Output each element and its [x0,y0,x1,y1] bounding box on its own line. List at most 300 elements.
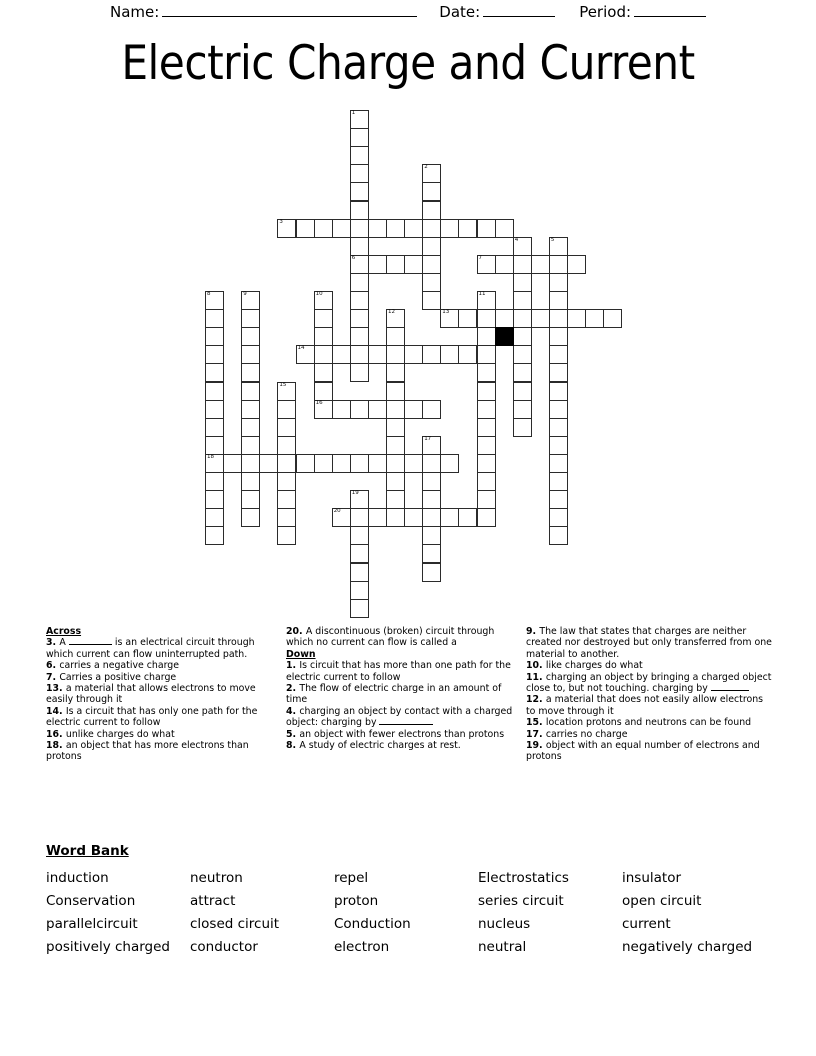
crossword-cell[interactable] [241,454,260,473]
crossword-cell[interactable] [513,237,532,256]
clue-number: 3. [46,637,60,649]
crossword-cell[interactable] [422,436,441,455]
clue-number: 16. [46,728,66,740]
crossword-cell[interactable] [495,219,514,238]
crossword-cell-number: 17 [424,435,432,442]
clue-text: Is circuit that has more than one path for the electric current to follow [286,660,511,683]
crossword-cell[interactable] [205,382,224,401]
crossword-cell-number: 12 [388,309,395,316]
crossword-cell[interactable] [513,363,532,382]
clue-item [46,683,281,706]
crossword-cell[interactable] [549,237,568,256]
crossword-cell[interactable] [205,490,224,509]
crossword-cell[interactable] [277,472,296,491]
word-bank-word[interactable]: Electrostatics [478,870,569,886]
crossword-cell[interactable] [241,490,260,509]
crossword-cell-number: 13 [442,309,450,316]
crossword-cell[interactable] [332,454,351,473]
crossword-cell[interactable] [241,472,260,491]
word-bank-word[interactable]: parallelcircuit [46,916,138,932]
crossword-cell[interactable] [277,400,296,419]
crossword-cell[interactable] [549,382,568,401]
crossword-cell[interactable] [404,400,423,419]
clue-number: 19. [526,740,546,752]
crossword-cell[interactable] [314,363,333,382]
crossword-cell[interactable] [350,490,369,509]
crossword-cell[interactable] [350,164,369,183]
crossword-cell-number: 16 [315,399,323,406]
crossword-cell[interactable] [477,345,496,364]
clue-number: 8. [286,740,300,752]
crossword-cell[interactable] [205,454,224,473]
crossword-cell[interactable] [350,182,369,201]
clue-text: carries a negative charge [59,660,179,672]
crossword-cell[interactable] [477,472,496,491]
clue-number: 10. [526,660,546,672]
crossword-cell[interactable] [350,291,369,310]
crossword-cell[interactable] [241,382,260,401]
word-bank-word[interactable]: neutron [190,870,243,886]
crossword-cell[interactable] [422,164,441,183]
crossword-cell[interactable] [205,400,224,419]
clue-text: a material that does not easily allow electrons to move through it [526,694,764,717]
name-label: Name: [109,3,160,21]
crossword-cell[interactable] [477,454,496,473]
crossword-cell-number: 2 [424,164,428,171]
crossword-cell[interactable] [350,508,369,527]
crossword-cell[interactable] [350,219,369,238]
crossword-block-cell [495,327,514,346]
clue-text: A [59,637,69,649]
crossword-cell[interactable] [277,508,296,527]
crossword-cell[interactable] [277,418,296,437]
clue-item [526,729,772,740]
clue-text: is an electrical circuit through which current can flow uninterrupted path. [46,637,255,660]
crossword-cell[interactable] [549,436,568,455]
word-bank-title: Word Bank [46,843,129,859]
word-bank-word[interactable]: repel [334,870,369,886]
word-bank-word[interactable]: neutral [478,939,527,955]
crossword-cell[interactable] [513,418,532,437]
clue-item [46,740,281,763]
crossword-cell[interactable] [513,291,532,310]
crossword-cell-number: 6 [351,254,356,261]
clue-item [46,729,281,740]
crossword-cell[interactable] [549,490,568,509]
crossword-cell[interactable] [350,128,369,147]
crossword-cell[interactable] [350,400,369,419]
crossword-cell[interactable] [567,255,586,274]
clue-number: 18. [46,740,66,752]
crossword-cell[interactable] [314,382,333,401]
crossword-cell[interactable] [386,508,405,527]
crossword-cell[interactable] [422,201,441,220]
crossword-cell[interactable] [314,345,333,364]
word-bank-word[interactable]: Conduction [334,916,411,932]
clue-text: an object with fewer electrons than protons [299,728,505,740]
crossword-cell[interactable] [440,345,459,364]
crossword-cell[interactable] [404,454,423,473]
crossword-cell-number: 11 [478,291,486,297]
word-bank-word[interactable]: proton [334,893,379,909]
crossword-cell[interactable] [513,255,532,274]
word-bank-word[interactable]: electron [334,939,390,955]
crossword-cell[interactable] [277,219,296,238]
crossword-cell[interactable] [241,418,260,437]
clue-item [526,660,772,671]
word-bank-rows [46,867,776,959]
crossword-cell[interactable] [277,454,296,473]
clue-item [526,717,772,728]
crossword-cell[interactable] [422,454,441,473]
clue-text: The law that states that charges are neither created nor destroyed but only transferred from one material to another. [526,626,772,660]
crossword-cell[interactable] [458,345,477,364]
clue-item [286,626,521,649]
word-bank-word[interactable]: induction [46,870,109,886]
crossword-cell[interactable] [241,436,260,455]
crossword-cell[interactable] [549,526,568,545]
clue-item [526,672,772,695]
crossword-cell[interactable] [549,273,568,292]
crossword-cell[interactable] [386,255,405,274]
crossword-cell[interactable] [458,508,477,527]
clue-item [46,672,281,683]
crossword-cell[interactable] [404,255,423,274]
clue-item [526,740,772,763]
crossword-cell[interactable] [440,454,459,473]
crossword-cell[interactable] [422,345,441,364]
crossword-cell[interactable] [386,327,405,346]
word-bank-word[interactable]: attract [190,893,236,909]
clue-number: 1. [286,660,300,672]
crossword-cell[interactable] [205,345,224,364]
crossword-cell[interactable] [477,327,496,346]
period-label: Period: [579,3,632,21]
crossword-cell[interactable] [386,436,405,455]
clue-item [286,683,521,706]
crossword-cell-number: 5 [550,236,555,243]
crossword-cell[interactable] [404,508,423,527]
word-bank-word[interactable]: insulator [622,870,682,886]
crossword-cell[interactable] [350,201,369,220]
clue-item [46,637,281,660]
crossword-cell[interactable] [477,382,496,401]
crossword-cell[interactable] [422,490,441,509]
crossword-cell[interactable] [368,255,387,274]
crossword-cell[interactable] [549,255,568,274]
crossword-cell[interactable] [205,472,224,491]
crossword-cell[interactable] [241,363,260,382]
clue-number: 4. [286,705,300,717]
clue-text: The flow of electric charge in an amount of time [286,683,502,706]
crossword-cell[interactable] [259,454,278,473]
crossword-cell[interactable] [531,255,550,274]
clue-item [286,660,521,683]
clue-number: 17. [526,728,546,740]
crossword-cell[interactable] [350,454,369,473]
crossword-cell[interactable] [422,273,441,292]
crossword-cell[interactable] [477,508,496,527]
crossword-cell-number: 8 [207,291,211,297]
crossword-cell[interactable] [603,309,622,328]
crossword-cell[interactable] [332,219,351,238]
crossword-cell[interactable] [513,345,532,364]
clue-number: 13. [46,683,66,695]
clue-text: object with an equal number of electrons and protons [526,740,760,763]
crossword-cell[interactable] [422,291,441,310]
word-bank-row [46,867,776,890]
clue-number: 14. [46,705,66,717]
clue-item [46,660,281,671]
clue-answer-blank[interactable] [711,690,749,691]
crossword-cell-number: 18 [207,453,214,460]
clue-item [526,694,772,717]
crossword-cell[interactable] [458,219,477,238]
crossword-cell[interactable] [205,291,224,310]
crossword-cell[interactable] [531,309,550,328]
crossword-cell[interactable] [368,454,387,473]
crossword-cell[interactable] [477,309,496,328]
clue-text: carries no charge [545,728,628,740]
crossword-cell[interactable] [223,454,242,473]
crossword-cell[interactable] [422,472,441,491]
clue-item [526,626,772,660]
crossword-cell[interactable] [440,219,459,238]
crossword-cell[interactable] [386,472,405,491]
clue-number: 15. [526,717,546,729]
crossword-cell[interactable] [314,400,333,419]
crossword-cell[interactable] [277,382,296,401]
crossword-cell[interactable] [368,219,387,238]
crossword-cell[interactable] [277,490,296,509]
crossword-cell-number: 4 [514,236,519,243]
word-bank-word[interactable]: series circuit [478,893,564,909]
crossword-cell[interactable] [513,273,532,292]
crossword-cell[interactable] [277,526,296,545]
crossword-cell[interactable] [350,345,369,364]
crossword-cell[interactable] [513,309,532,328]
crossword-cell[interactable] [205,309,224,328]
crossword-cell[interactable] [477,255,496,274]
word-bank-word[interactable]: closed circuit [190,916,280,932]
down-heading: Down [286,648,316,660]
clue-text: charging an object by contact with a charged object: charging by [286,705,513,729]
crossword-cell[interactable] [549,291,568,310]
word-bank-row [46,936,776,959]
clue-number: 2. [286,683,300,695]
clue-text: charging an object by bringing a charged object close to, but not touching. charging by [526,671,772,695]
crossword-cell[interactable] [205,508,224,527]
crossword-cell[interactable] [296,345,315,364]
crossword-cell[interactable] [350,327,369,346]
crossword-cell[interactable] [386,400,405,419]
crossword-cell[interactable] [440,309,459,328]
crossword-cell[interactable] [314,291,333,310]
crossword-cell[interactable] [422,255,441,274]
crossword-cell[interactable] [205,327,224,346]
crossword-cell[interactable] [422,544,441,563]
crossword-cell-number: 10 [315,291,323,297]
crossword-cell[interactable] [422,182,441,201]
crossword-cell[interactable] [458,309,477,328]
clue-text: a material that allows electrons to move easily through it [46,683,256,706]
crossword-cell[interactable] [332,400,351,419]
word-bank-word[interactable]: Conservation [46,893,136,909]
crossword-cell[interactable] [477,436,496,455]
crossword-cell[interactable] [350,363,369,382]
clue-number: 5. [286,728,300,740]
crossword-cell[interactable] [495,309,514,328]
crossword-cell[interactable] [314,309,333,328]
word-bank-row [46,890,776,913]
crossword-cell[interactable] [513,327,532,346]
crossword-cell[interactable] [241,400,260,419]
word-bank-word[interactable]: open circuit [622,893,702,909]
crossword-cell-number: 14 [297,345,305,352]
crossword-cell[interactable] [549,309,568,328]
word-bank-word[interactable]: current [622,916,671,932]
crossword-cell[interactable] [205,526,224,545]
word-bank-word[interactable]: conductor [190,939,258,955]
across-heading: Across [46,626,82,637]
clue-text: A study of electric charges at rest. [299,740,461,752]
crossword-cell[interactable] [386,363,405,382]
crossword-cell[interactable] [205,363,224,382]
crossword-cell[interactable] [477,400,496,419]
crossword-cell[interactable] [549,418,568,437]
crossword-cell[interactable] [477,219,496,238]
crossword-cell[interactable] [314,219,333,238]
crossword-cell[interactable] [477,291,496,310]
crossword-cell[interactable] [549,345,568,364]
crossword-cell[interactable] [386,454,405,473]
crossword-cell[interactable] [386,309,405,328]
crossword-cell[interactable] [350,146,369,165]
crossword-cell[interactable] [241,309,260,328]
crossword-cell-number: 15 [279,381,287,388]
crossword-cell[interactable] [549,400,568,419]
clue-number: 7. [46,671,60,683]
crossword-cell[interactable] [332,508,351,527]
crossword-cell[interactable] [404,345,423,364]
crossword-cell[interactable] [350,237,369,256]
crossword-cell-number: 19 [351,490,359,497]
crossword-cell[interactable] [296,454,315,473]
crossword-cell[interactable] [205,436,224,455]
crossword-cell[interactable] [241,345,260,364]
crossword-cell[interactable] [422,526,441,545]
crossword-cell[interactable] [549,327,568,346]
crossword-cell-number: 1 [351,110,356,116]
crossword-cell-number: 9 [243,291,247,297]
word-bank-row [46,913,776,936]
crossword-cell[interactable] [549,454,568,473]
crossword-cell[interactable] [241,508,260,527]
clue-item [46,706,281,729]
crossword-cell[interactable] [422,508,441,527]
clue-text: unlike charges do what [65,728,175,740]
clue-item [286,729,521,740]
crossword-cell[interactable] [205,418,224,437]
crossword-cell[interactable] [350,255,369,274]
crossword-cell[interactable] [350,599,369,618]
crossword-cell[interactable] [350,309,369,328]
crossword-cell[interactable] [422,237,441,256]
crossword-cell[interactable] [277,436,296,455]
crossword-cell[interactable] [513,382,532,401]
date-label: Date: [439,3,481,21]
crossword-cell[interactable] [404,219,423,238]
crossword-cell[interactable] [495,255,514,274]
clue-number: 9. [526,626,540,637]
clue-answer-blank[interactable] [69,644,112,645]
crossword-cell[interactable] [368,345,387,364]
word-bank [46,843,776,959]
crossword-cell[interactable] [350,526,369,545]
crossword-cell[interactable] [386,345,405,364]
crossword-cell[interactable] [477,418,496,437]
crossword-cell[interactable] [350,273,369,292]
crossword-cell[interactable] [549,508,568,527]
crossword-cell[interactable] [350,110,369,129]
clue-number: 6. [46,660,60,672]
clue-text: like charges do what [545,660,643,672]
crossword-cell[interactable] [386,418,405,437]
clues-section [46,626,772,816]
crossword-cell[interactable] [549,472,568,491]
crossword-cell[interactable] [567,309,586,328]
crossword-cell[interactable] [585,309,604,328]
crossword-cell[interactable] [350,581,369,600]
crossword-cell[interactable] [386,219,405,238]
crossword-cell[interactable] [296,219,315,238]
crossword-cell[interactable] [422,219,441,238]
crossword-cell[interactable] [386,382,405,401]
crossword-cell[interactable] [440,508,459,527]
crossword-cell[interactable] [241,327,260,346]
crossword-cell[interactable] [422,400,441,419]
crossword-cell[interactable] [549,363,568,382]
crossword-cell[interactable] [314,454,333,473]
clue-number: 20. [286,626,306,637]
clue-answer-blank[interactable] [379,724,433,725]
crossword-cell[interactable] [368,400,387,419]
crossword-cell[interactable] [386,490,405,509]
crossword-cell[interactable] [477,363,496,382]
clue-text: location protons and neutrons can be found [545,717,752,729]
crossword-cell[interactable] [477,490,496,509]
crossword-cell[interactable] [368,508,387,527]
crossword-cell[interactable] [422,563,441,582]
crossword-cell-number: 7 [478,254,482,261]
crossword-cell[interactable] [513,400,532,419]
clue-text: an object that has more electrons than protons [46,740,249,763]
page-title: Electric Charge and Current [121,36,695,91]
crossword-cell[interactable] [314,327,333,346]
clue-item [286,740,521,751]
word-bank-word[interactable]: negatively charged [622,939,753,955]
clues-column-3 [526,626,772,763]
crossword-cell[interactable] [332,345,351,364]
clue-number: 12. [526,694,546,706]
crossword-cell-number: 20 [333,508,341,515]
clue-text: Is a circuit that has only one path for the electric current to follow [46,705,258,729]
word-bank-word[interactable]: nucleus [478,916,531,932]
crossword-cell[interactable] [350,544,369,563]
crossword-cell[interactable] [350,563,369,582]
word-bank-word[interactable]: positively charged [46,939,170,955]
crossword-cell[interactable] [241,291,260,310]
